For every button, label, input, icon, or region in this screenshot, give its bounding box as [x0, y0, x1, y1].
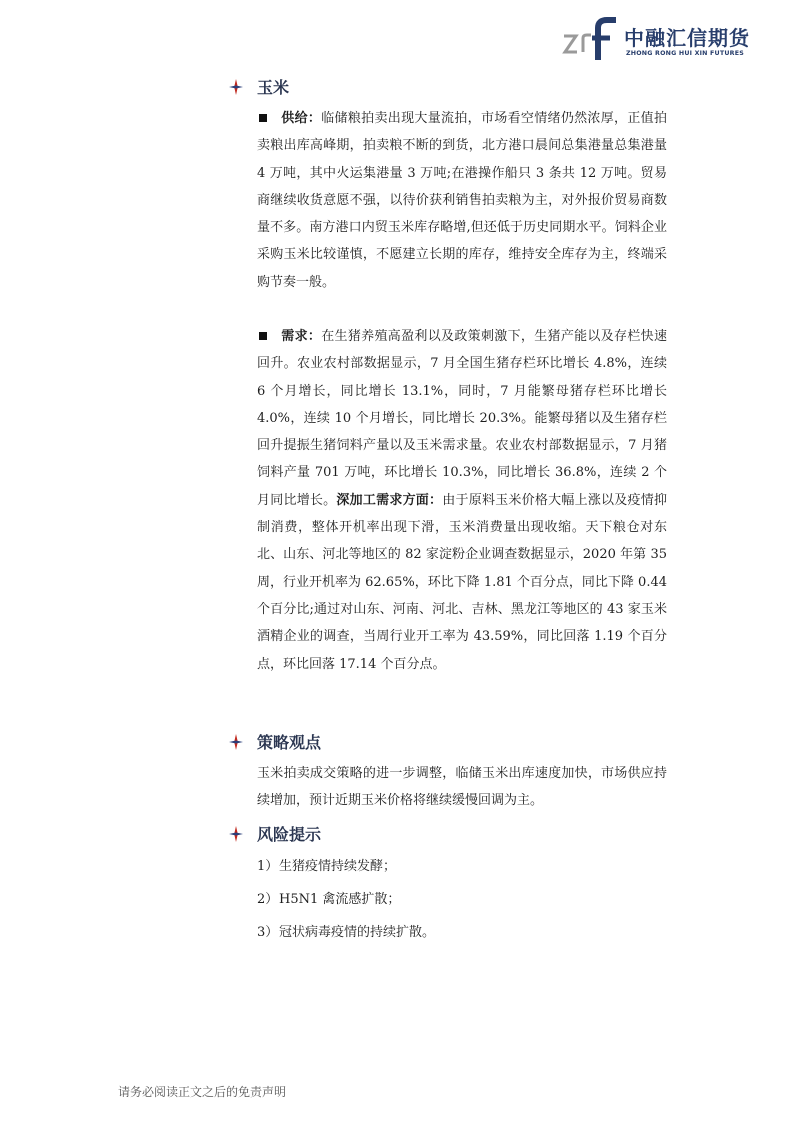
list-item-number: 2）: [257, 892, 279, 907]
supply-paragraph: [257, 105, 667, 296]
demand-label: 需求：: [281, 329, 322, 344]
section-bullet-icon: [229, 826, 243, 844]
supply-text: 临储粮拍卖出现大量流拍，市场看空情绪仍然浓厚，正值拍卖粮出库高峰期，拍卖粮不断的到货，北方港口晨间总集港量总集港量 4 万吨，其中火运集港量 3 万吨;在港操作船只 3 条共 12 万吨。贸易商继续收货意愿不强，以待价获利销售拍卖粮为主，对外报价贸易商数量不多。南方港口内贸玉米库存略增,但还低于历史同期水平。饲料企业采购玉米比较谨慎，不愿建立长期的库存，维持安全库存为主，终端采购节奏一般。: [257, 111, 667, 290]
list-item: [257, 923, 435, 956]
risk-list: [257, 857, 435, 956]
list-item: [257, 890, 435, 923]
strategy-paragraph: 玉米拍卖成交策略的进一步调整，临储玉米出库速度加快，市场供应持续增加，预计近期玉米价格将继续缓慢回调为主。: [257, 766, 667, 809]
section-bullet-icon: [229, 734, 243, 752]
zrf-logo-mark: [562, 16, 622, 62]
deep-processing-text: 由于原料玉米价格大幅上涨以及疫情抑制消费，整体开机率出现下滑，玉米消费量出现收缩。天下粮仓对东北、山东、河北等地区的 82 家淀粉企业调查数据显示，2020 年第 35 周，行业开机率为 62.65%，环比下降 1.81 个百分点，同比下降 0.44 个百分比;通过对山东、河南、河北、吉林、黑龙江等地区的 43 家玉米酒精企业的调查，当周行业开工率为 43.59%，同比回落 1.19 个百分点，环比回落 17.14 个百分点。: [257, 492, 667, 672]
section-bullet-icon: [229, 79, 243, 97]
list-item-text: 生猪疫情持续发酵；: [279, 859, 397, 874]
list-item-text: H5N1 禽流感扩散；: [279, 892, 401, 907]
list-item-number: 1）: [257, 859, 279, 874]
section-corn-title: 玉米: [257, 78, 290, 97]
section-risk-title: 风险提示: [257, 825, 322, 844]
square-bullet-icon: [259, 114, 267, 122]
demand-text: 在生猪养殖高盈利以及政策刺激下，生猪产能以及存栏快速回升。农业农村部数据显示，7 月全国生猪存栏环比增长 4.8%，连续 6 个月增长，同比增长 13.1%，同时，7 月能繁母猪存栏环比增长 4.0%，连续 10 个月增长，同比增长 20.3%。能繁母猪以及生猪存栏回升提振生猪饲料产量以及玉米需求量。农业农村部数据显示，7 月猪饲料产量 701 万吨，环比增长 10.3%，同比增长 36.8%，连续 2 个月同比增长。: [257, 329, 667, 508]
company-name-en: ZHONG RONG HUI XIN FUTURES: [626, 50, 744, 57]
footer-disclaimer: 请务必阅读正文之后的免责声明: [118, 1085, 287, 1099]
demand-paragraph: [257, 323, 667, 678]
list-item-text: 冠状病毒疫情的持续扩散。: [279, 925, 436, 940]
company-name-cn: 中融汇信期货: [624, 26, 750, 50]
company-logo: [562, 16, 772, 66]
square-bullet-icon: [259, 332, 267, 340]
list-item-number: 3）: [257, 925, 279, 940]
list-item: [257, 857, 435, 890]
deep-processing-label: 深加工需求方面：: [336, 492, 443, 508]
supply-label: 供给：: [281, 111, 322, 126]
section-strategy-title: 策略观点: [257, 733, 322, 752]
